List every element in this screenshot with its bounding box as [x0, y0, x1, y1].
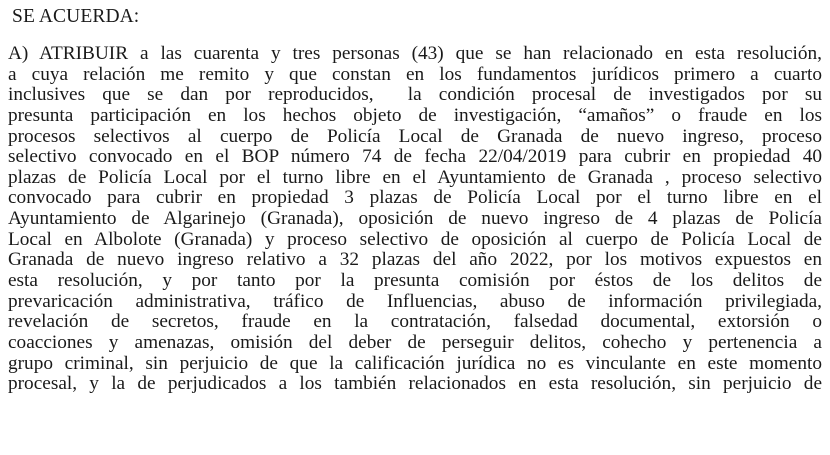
section-heading: SE ACUERDA:: [12, 6, 140, 27]
paragraph-line: coacciones y amenazas, omisión del deber de perseguir delitos, cohecho y pertenencia a: [8, 331, 822, 353]
paragraph-line: a cuya relación me remito y que constan en los fundamentos jurídicos primero a cuarto: [8, 63, 822, 85]
paragraph-line: Local en Albolote (Granada) y proceso selectivo de oposición al cuerpo de Policía Local de: [8, 228, 822, 250]
paragraph-line: prevaricación administrativa, tráfico de Influencias, abuso de información privilegiada,: [8, 290, 822, 312]
paragraph-line: revelación de secretos, fraude en la contratación, falsedad documental, extorsión o: [8, 311, 822, 333]
paragraph-line: plazas de Policía Local por el turno libre en el Ayuntamiento de Granada , proceso selectivo: [8, 166, 822, 188]
paragraph-line: A) ATRIBUIR a las cuarenta y tres personas (43) que se han relacionado en esta resolución,: [8, 43, 822, 64]
paragraph-line: procesal, y la de perjudicados a los también relacionados en esta resolución, sin perjuicio de: [8, 373, 822, 395]
paragraph-line: procesos selectivos al cuerpo de Policía Local de Granada de nuevo ingreso, proceso: [8, 125, 822, 147]
paragraph-line: inclusives que se dan por reproducidos, la condición procesal de investigados por su: [8, 84, 822, 106]
paragraph-line: Granada de nuevo ingreso relativo a 32 plazas del año 2022, por los motivos expuestos en: [8, 249, 822, 271]
paragraph-line: grupo criminal, sin perjuicio de que la calificación jurídica no es vinculante en este momento: [8, 352, 822, 374]
paragraph-line: Ayuntamiento de Algarinejo (Granada), oposición de nuevo ingreso de 4 plazas de Policía: [8, 208, 822, 230]
paragraph-line: convocado para cubrir en propiedad 3 plazas de Policía Local por el turno libre en el: [8, 187, 822, 209]
paragraph-line: esta resolución, y por tanto por la presunta comisión por éstos de los delitos de: [8, 270, 822, 292]
resolution-paragraph: [8, 44, 822, 395]
paragraph-line: presunta participación en los hechos objeto de investigación, “amaños” o fraude en los: [8, 104, 822, 126]
paragraph-line: selectivo convocado en el BOP número 74 de fecha 22/04/2019 para cubrir en propiedad 40: [8, 146, 822, 168]
